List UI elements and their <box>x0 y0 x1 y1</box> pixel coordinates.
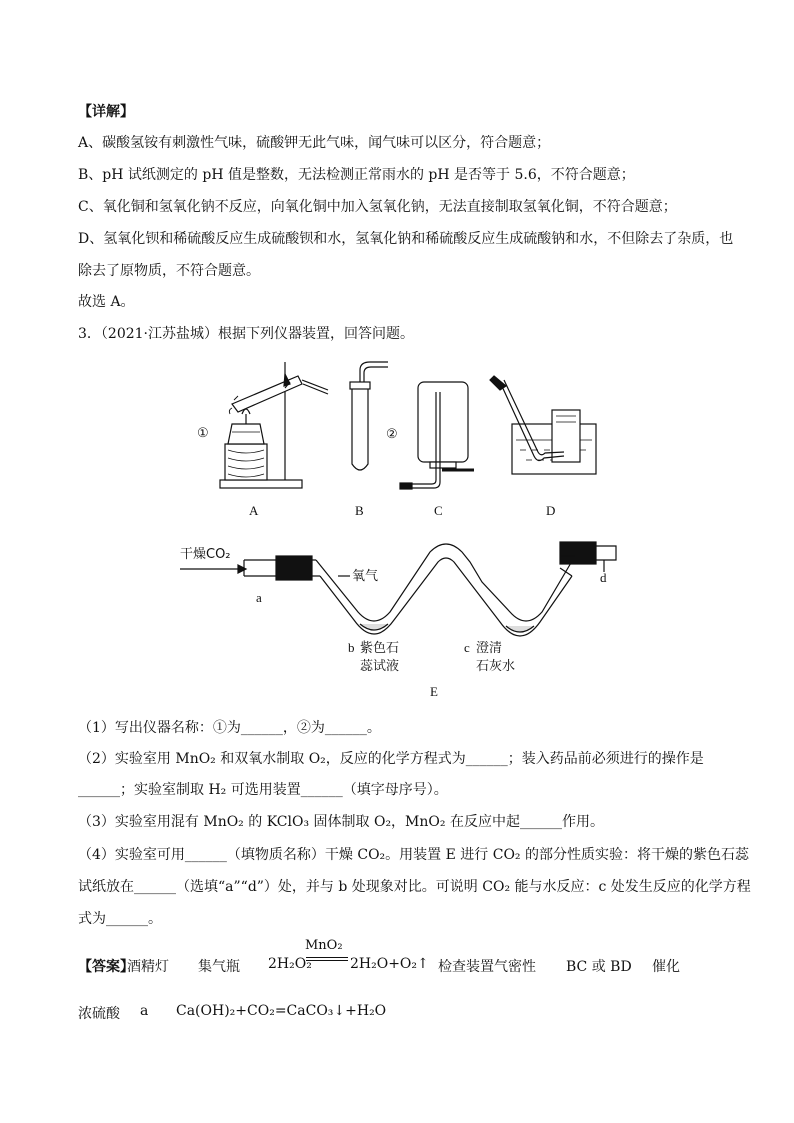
label-c: C <box>434 503 443 518</box>
question-3: （3）实验室用混有 MnO₂ 的 KClO₃ 固体制取 O₂，MnO₂ 在反应中起______作用。 <box>78 814 604 830</box>
detail-option-d-line2: 除去了原物质，不符合题意。 <box>78 263 260 279</box>
answer-9: Ca(OH)₂+CO₂=CaCO₃↓+H₂O <box>176 1003 387 1019</box>
apparatus-c <box>400 382 474 489</box>
apparatus-e-figure <box>180 532 630 702</box>
point-c-label: c <box>464 640 470 655</box>
answer-4: 检查装置气密性 <box>438 959 536 975</box>
detail-heading: 【详解】 <box>78 104 134 120</box>
answer-2: 集气瓶 <box>198 959 240 975</box>
question-1: （1）写出仪器名称：①为______，②为______。 <box>78 720 381 736</box>
question-2-line2: ______；实验室制取 H₂ 可选用装置______（填字母序号）。 <box>78 782 448 798</box>
apparatus-b <box>350 362 388 470</box>
label-d: D <box>546 503 556 518</box>
question-4-line1: （4）实验室可用______（填物质名称）干燥 CO₂。用装置 E 进行 CO₂ 的部分性质实验：将干燥的紫色石蕊 <box>78 847 749 863</box>
answer-8: a <box>140 1003 149 1019</box>
c-liquid-line2: 石灰水 <box>476 659 516 674</box>
circle-label-1: ① <box>197 425 209 440</box>
b-liquid-line1: 紫色石 <box>360 641 400 656</box>
question-stem: 3．（2021·江苏盐城）根据下列仪器装置，回答问题。 <box>78 326 414 342</box>
c-liquid-line1: 澄清 <box>476 641 503 656</box>
circle-label-2: ② <box>386 426 398 441</box>
answer-7: 浓硫酸 <box>78 1006 120 1022</box>
dry-co2-label: 干燥CO₂ <box>180 547 231 562</box>
label-e: E <box>430 684 438 699</box>
question-4-line2: 试纸放在______（选填“a”“d”）处，并与 b 处现象对比。可说明 CO₂ 能与水反应：c 处发生反应的化学方程 <box>78 879 751 895</box>
answer-label: 【答案】 <box>78 959 134 975</box>
equation-catalyst: MnO₂ <box>305 938 343 953</box>
equation-left: 2H₂O₂ <box>268 956 312 972</box>
point-b-label: b <box>348 640 355 655</box>
oxygen-label: 氧气 <box>352 569 379 584</box>
point-a-label: a <box>256 590 262 605</box>
question-2-line1: （2）实验室用 MnO₂ 和双氧水制取 O₂，反应的化学方程式为______；装入药品前必须进行的操作是 <box>78 751 704 767</box>
equation-double-line <box>306 957 348 961</box>
detail-option-c: C、氧化铜和氢氧化钠不反应，向氧化铜中加入氢氧化钠，无法直接制取氢氧化铜，不符合题意； <box>78 199 677 215</box>
apparatus-a <box>220 362 328 488</box>
apparatus-d <box>490 376 596 474</box>
question-4-line3: 式为______。 <box>78 911 162 927</box>
detail-option-b: B、pH 试纸测定的 pH 值是整数，无法检测正常雨水的 pH 是否等于 5.6，不符合题意； <box>78 167 635 183</box>
label-b: B <box>355 503 364 518</box>
detail-conclusion: 故选 A。 <box>78 294 135 310</box>
answer-6: 催化 <box>652 959 680 975</box>
answer-1: 酒精灯 <box>127 959 169 975</box>
apparatus-figure <box>180 352 620 522</box>
equation-right: 2H₂O+O₂↑ <box>350 956 429 972</box>
point-d-label: d <box>600 570 607 585</box>
b-liquid-line2: 蕊试液 <box>360 659 400 674</box>
answer-5: BC 或 BD <box>566 959 632 975</box>
detail-option-d-line1: D、氢氧化钡和稀硫酸反应生成硫酸钡和水，氢氧化钠和稀硫酸反应生成硫酸钠和水，不但除去了杂质，也 <box>78 231 734 247</box>
detail-option-a: A、碳酸氢铵有刺激性气味，硫酸钾无此气味，闻气味可以区分，符合题意； <box>78 135 551 151</box>
label-a: A <box>249 503 259 518</box>
